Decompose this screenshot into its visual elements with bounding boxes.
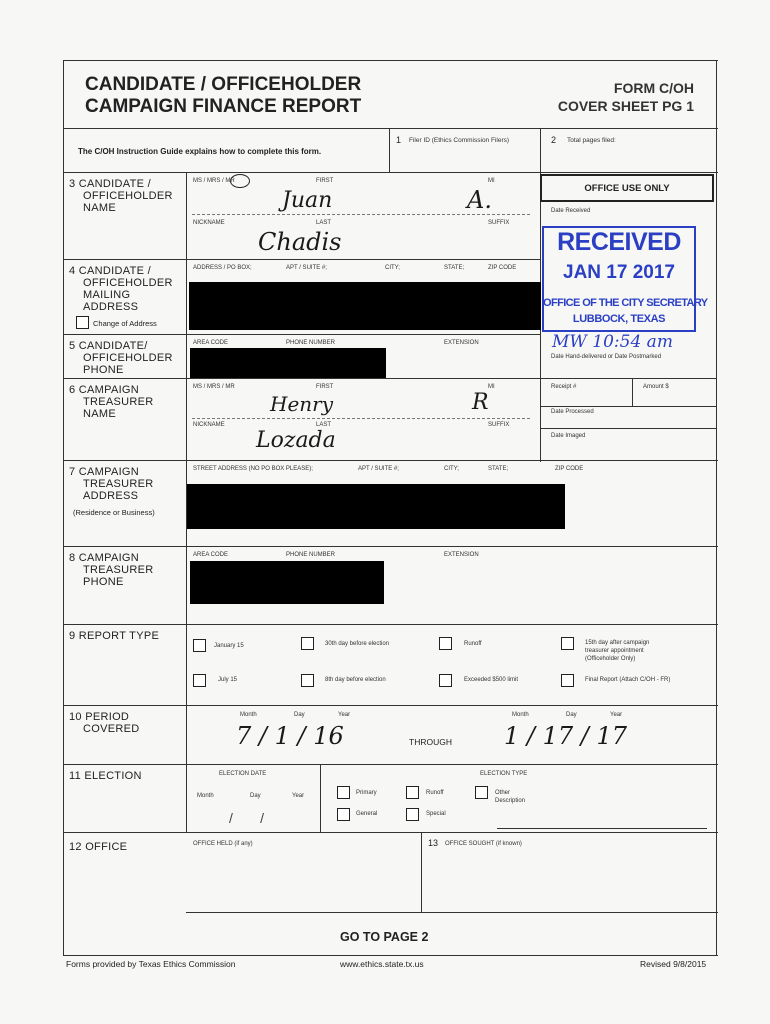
day-8-label: 8th day before election: [325, 677, 386, 683]
date-received-label: Date Received: [551, 208, 591, 214]
period-from-year-label: Year: [338, 712, 351, 718]
stamp-city-text: LUBBOCK, TEXAS: [572, 313, 666, 325]
section-5-line2: OFFICEHOLDER: [83, 352, 173, 364]
section-6-label: [69, 384, 154, 420]
treasurer-phone-redaction: [190, 561, 384, 604]
treasurer-suffix-label: SUFFIX: [488, 422, 510, 428]
treasurer-first-label: FIRST: [316, 384, 334, 390]
form-id-line2: COVER SHEET PG 1: [557, 98, 694, 114]
primary-checkbox[interactable]: [337, 786, 350, 799]
candidate-last-value[interactable]: Chadis: [258, 228, 342, 256]
july-15-label: July 15: [218, 677, 238, 683]
date-hand-delivered-label: Date Hand-delivered or Date Postmarked: [551, 354, 662, 360]
total-pages-label[interactable]: Total pages filed:: [567, 137, 616, 144]
day-30-label: 30th day before election: [325, 641, 390, 647]
candidate-phone-label: PHONE NUMBER: [286, 340, 336, 346]
section-3-label: [69, 178, 173, 214]
candidate-ms-mrs-mr: MS / MRS / MR: [193, 178, 235, 184]
office-held-label: OFFICE HELD (if any): [193, 841, 253, 847]
day-15-after-checkbox[interactable]: [561, 637, 574, 650]
treasurer-city-label: CITY;: [444, 466, 459, 472]
candidate-suffix-label: SUFFIX: [488, 220, 510, 226]
form-id: [558, 79, 694, 115]
filer-id-number: 1: [396, 135, 402, 145]
form-title-line1: CANDIDATE / OFFICEHOLDER: [85, 74, 362, 95]
section-8-line2: TREASURER: [83, 564, 154, 576]
day-15-line3: (Officeholder Only): [585, 656, 636, 662]
candidate-last-label: LAST: [316, 220, 332, 226]
stamp-office-text: OFFICE OF THE CITY SECRETARY: [543, 297, 708, 309]
section-9-label: 9 REPORT TYPE: [69, 630, 160, 642]
final-report-label: Final Report (Attach C/OH - FR): [585, 677, 671, 683]
treasurer-last-value[interactable]: Lozada: [256, 428, 336, 453]
stamp-date-text: JAN 17 2017: [563, 262, 675, 283]
candidate-state-label: STATE;: [444, 265, 465, 271]
january-15-label: January 15: [214, 643, 244, 649]
section-4-label: [69, 265, 173, 313]
section-12-label: 12 OFFICE: [69, 841, 128, 853]
stamp-time-text: MW 10:54 am: [552, 332, 673, 352]
section-10-line2: COVERED: [83, 723, 140, 735]
final-report-checkbox[interactable]: [561, 674, 574, 687]
treasurer-ms-mrs-mr: MS / MRS / MR: [193, 384, 235, 390]
exceeded-limit-checkbox[interactable]: [439, 674, 452, 687]
section-8-line3: PHONE: [83, 576, 124, 588]
period-from-day-label: Day: [294, 712, 305, 718]
runoff-report-label: Runoff: [464, 641, 482, 647]
day-15-line2: treasurer appointment: [585, 648, 644, 654]
general-label: General: [356, 811, 378, 817]
treasurer-address-redaction: [187, 484, 565, 529]
change-of-address-checkbox[interactable]: [76, 316, 89, 329]
office-sought-number: 13: [428, 838, 439, 848]
section-7-label: [69, 466, 154, 502]
treasurer-phone-label: PHONE NUMBER: [286, 552, 336, 558]
section-8-line1: 8 CAMPAIGN: [69, 552, 140, 564]
footer-provided: Forms provided by Texas Ethics Commission: [66, 959, 236, 969]
general-checkbox[interactable]: [337, 808, 350, 821]
election-type-label: ELECTION TYPE: [480, 771, 528, 777]
through-label: THROUGH: [409, 737, 452, 747]
runoff-report-checkbox[interactable]: [439, 637, 452, 650]
treasurer-zip-label: ZIP CODE: [555, 466, 584, 472]
mr-circle: [230, 174, 250, 188]
day-8-checkbox[interactable]: [301, 674, 314, 687]
election-year-label: Year: [292, 793, 305, 799]
election-date-slashes: / /: [229, 810, 265, 826]
section-6-line1: 6 CAMPAIGN: [69, 384, 140, 396]
footer-revised: Revised 9/8/2015: [640, 959, 707, 969]
section-10-line1: 10 PERIOD: [69, 711, 130, 723]
section-3-line2: OFFICEHOLDER: [83, 190, 173, 202]
instruction-text: The C/OH Instruction Guide explains how to complete this form.: [78, 147, 322, 156]
candidate-phone-redaction: [190, 348, 386, 378]
treasurer-mi-value[interactable]: R: [472, 390, 489, 415]
section-7-line2: TREASURER: [83, 478, 154, 490]
section-10-label: [69, 711, 140, 735]
candidate-area-code-label: AREA CODE: [193, 340, 229, 346]
treasurer-mi-label: MI: [488, 384, 495, 390]
special-label: Special: [426, 811, 446, 817]
footer-url[interactable]: www.ethics.state.tx.us: [340, 959, 424, 969]
form-title: [85, 74, 361, 118]
treasurer-street-label: STREET ADDRESS (NO PO BOX PLEASE);: [193, 466, 313, 472]
date-processed-label: Date Processed: [551, 409, 594, 415]
section-4-line2: OFFICEHOLDER: [83, 277, 173, 289]
election-month-label: Month: [197, 793, 214, 799]
section-8-label: [69, 552, 154, 588]
period-to-value[interactable]: 1 / 17 / 17: [504, 722, 628, 750]
section-7-line1: 7 CAMPAIGN: [69, 466, 140, 478]
day-15-line1: 15th day after campaign: [585, 640, 650, 646]
candidate-extension-label: EXTENSION: [444, 340, 479, 346]
candidate-city-label: CITY;: [385, 265, 400, 271]
election-day-label: Day: [250, 793, 261, 799]
january-15-checkbox[interactable]: [193, 639, 206, 652]
candidate-first-label: FIRST: [316, 178, 334, 184]
date-imaged-label: Date Imaged: [551, 433, 586, 439]
filer-id-label[interactable]: Filer ID (Ethics Commission Filers): [409, 137, 510, 144]
candidate-mi-value[interactable]: A.: [467, 186, 492, 214]
treasurer-extension-label: EXTENSION: [444, 552, 479, 558]
section-7-line3: ADDRESS: [83, 490, 139, 502]
section-3-line3: NAME: [83, 202, 116, 214]
period-from-value[interactable]: 7 / 1 / 16: [236, 722, 344, 750]
stamp-received-text: RECEIVED: [557, 228, 681, 256]
form-id-line1: FORM C/OH: [613, 80, 694, 96]
office-sought-label: OFFICE SOUGHT (if known): [445, 841, 522, 847]
period-from-month-label: Month: [240, 712, 257, 718]
receipt-label: Receipt #: [551, 384, 577, 390]
go-to-page-2: GO TO PAGE 2: [340, 930, 429, 944]
treasurer-state-label: STATE;: [488, 466, 509, 472]
candidate-apt-label: APT / SUITE #;: [286, 265, 327, 271]
day-15-after-label: [585, 639, 649, 663]
treasurer-nickname-label: NICKNAME: [193, 422, 225, 428]
section-3-line1: 3 CANDIDATE /: [69, 178, 151, 190]
form-title-line2: CAMPAIGN FINANCE REPORT: [85, 96, 362, 117]
primary-label: Primary: [356, 790, 377, 796]
candidate-first-value[interactable]: Juan: [282, 188, 333, 213]
election-runoff-label: Runoff: [426, 790, 444, 796]
office-use-title: OFFICE USE ONLY: [584, 183, 670, 194]
section-4-line4: ADDRESS: [83, 301, 139, 313]
amount-label: Amount $: [643, 384, 669, 390]
section-6-line3: NAME: [83, 408, 116, 420]
period-to-day-label: Day: [566, 712, 577, 718]
other-line2: Description: [495, 798, 526, 804]
other-checkbox[interactable]: [475, 786, 488, 799]
day-30-checkbox[interactable]: [301, 637, 314, 650]
section-5-label: [69, 340, 173, 376]
treasurer-apt-label: APT / SUITE #;: [358, 466, 399, 472]
section-11-label: 11 ELECTION: [69, 770, 142, 782]
treasurer-area-code-label: AREA CODE: [193, 552, 229, 558]
treasurer-last-label: LAST: [316, 422, 332, 428]
total-pages-number: 2: [551, 135, 557, 145]
candidate-address-label: ADDRESS / PO BOX;: [193, 265, 252, 271]
change-of-address-label: Change of Address: [93, 319, 157, 328]
section-6-line2: TREASURER: [83, 396, 154, 408]
election-date-label: ELECTION DATE: [219, 771, 267, 777]
candidate-nickname-label: NICKNAME: [193, 220, 225, 226]
other-label: [495, 789, 525, 805]
exceeded-limit-label: Exceeded $500 limit: [464, 677, 519, 683]
treasurer-address-note: (Residence or Business): [73, 508, 155, 517]
other-line1: Other: [495, 790, 511, 796]
election-runoff-checkbox[interactable]: [406, 786, 419, 799]
treasurer-first-value[interactable]: Henry: [270, 392, 334, 416]
section-4-line3: MAILING: [83, 289, 131, 301]
section-4-line1: 4 CANDIDATE /: [69, 265, 151, 277]
july-15-checkbox[interactable]: [193, 674, 206, 687]
candidate-address-redaction: [189, 282, 541, 330]
special-checkbox[interactable]: [406, 808, 419, 821]
section-5-line3: PHONE: [83, 364, 124, 376]
period-to-year-label: Year: [610, 712, 623, 718]
period-to-month-label: Month: [512, 712, 529, 718]
candidate-mi-label: MI: [488, 178, 495, 184]
section-5-line1: 5 CANDIDATE/: [69, 340, 148, 352]
candidate-zip-label: ZIP CODE: [488, 265, 517, 271]
